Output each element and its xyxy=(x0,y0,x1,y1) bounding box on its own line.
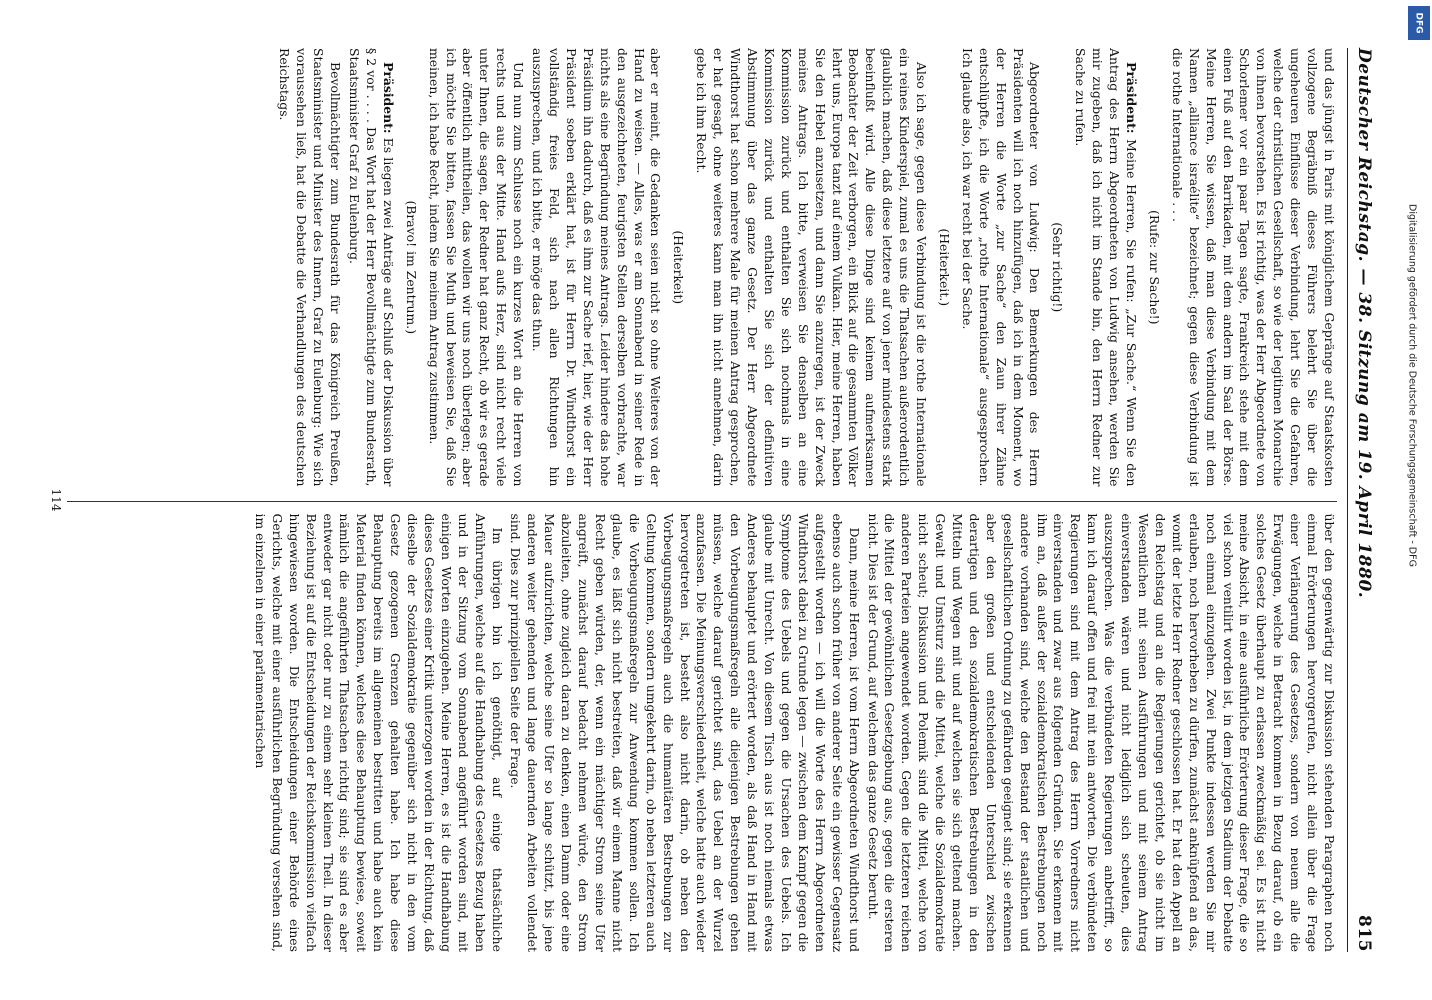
paragraph-text: Meine Herren, Sie rufen: „Zur Sache.“ Wenn Sie den Antrag des Herrn Abgeordneten von Ludwig ansehen, werden Sie mir zugeben, daß ich nicht im Stande bin, den Herrn Redner zur Sache zu rufen. xyxy=(1073,48,1140,487)
paragraph-text: (Heiterkeit) xyxy=(671,230,687,305)
sheet-number: 114 xyxy=(49,488,63,512)
page-number: 815 xyxy=(1354,915,1374,952)
paragraph-text: Im übrigen bin ich genöthigt, auf einige thatsächliche Anführungen, welche auf die Handhabung des Gesetzes Bezug haben und in der Sitzung vom Sonnabend angeführt worden sind, mit einigen Worten einzugehen. Meine Herren, es ist die Handhabung dieses Gesetzes einer Kritik unterzogen worden in der Richtung, daß dieselbe der Sozialdemokratie gegenüber sich nicht in den vom Gesetz gezogenen Grenzen gehalten habe. Ich habe diese Behauptung bereits im allgemeinen bestritten und habe auch kein Material finden können, welches diese Behauptung bewiese, soweit nämlich die angeführten Thatsachen richtig sind; sie sind es aber entweder gar nicht oder nur zu einem sehr kleinen Theil. In dieser Beziehung ist auf die Entscheidungen der Reichskommission vielfach hingewiesen worden. Die Entscheidungen einer Behörde eines Gerichts, welche mit einer ausführlichen Begründung versehen sind, im einzelnen in einer parlamentarischen xyxy=(252,513,505,952)
paragraph xyxy=(402,48,419,487)
dfg-logo xyxy=(1408,6,1430,40)
paragraph xyxy=(528,48,663,487)
page-header xyxy=(1347,48,1374,952)
paragraph-text: über den gegenwärtig zur Diskussion stehenden Paragraphen noch einmal Erörterungen hervorgerufen, nicht allein über die Frage einer Verlängerung des Gesetzes, sondern von neuem alle die Erwägungen, welche in Betracht kommen in Bezug darauf, ob ein solches Gesetz überhaupt zu erlassen zweckmäßig sei. Es ist nicht meine Absicht, in eine ausführliche Erörterung dieser Frage, die so viel schon ventilirt worden ist, in dem jetzigen Stadium der Debatte noch einmal einzugehen. Zwei Punkte indessen werden Sie mir erlauben, noch hervorheben zu dürfen, zunächst anknüpfend an das, womit der letzte Herr Redner geschlossen hat. Er hat den Appell an den Reichstag und an die Regierungen gerichtet, ob sie nicht im Wesentlichen mit seinen Ausführungen und mit seinem Antrag einverstanden wären und nicht lediglich sich scheuten, dies auszusprechen. Was die verbündeten Regierungen anbetrifft, so kann ich darauf offen und frei mit nein antworten. Die verbündeten Regierungen sind mit dem Antrag des Herrn Vorredners nicht einverstanden und zwar aus folgenden Gründen. Sie erkennen mit ihm an, daß außer der sozialdemokratischen Bestrebungen noch andere vorhanden sind, welche den Bestand der staatlichen und gesellschaftlichen Ordnung zu gefährden geeignet sind; sie erkennen aber den großen und entscheidenden Unterschied zwischen derartigen und den sozialdemokratischen Bestrebungen in den Mitteln und Wegen mit und auf welchen sie sich geltend machen. Gewalt und Umsturz sind die Mittel, welche die Sozialdemokratie nicht scheut; Diskussion und Polemik sind die Mittel, welche von anderen Parteien angewendet worden. Gegen die letzteren reichen die Mittel der gewöhnlichen Gesetzgebung aus, gegen die ersteren nicht. Dies ist der Grund, auf welchem das ganze Gesetz beruht. xyxy=(865,513,1337,952)
paragraph xyxy=(1049,48,1066,487)
paragraph-text: Dann, meine Herren, ist vom Herrn Abgeordneten Windthorst und ebenso auch schon früher von anderer Seite ein gewisser Gegensatz aufgestellt worden — ich will die Worte des Herrn Abgeordneten Windthorst dabei zu Grunde legen — zwischen dem Kampf gegen die Symptome des Uebels und gegen die Ursachen des Uebels. Ich glaube mit Unrecht. Von diesem Tisch aus ist noch niemals etwas Anderes behauptet und erörtert worden, als daß Hand in Hand mit den Vorbeugungsmaßregeln alle diejenigen Bestrebungen gehen müssen, welche darauf gerichtet sind, das Uebel an der Wurzel anzufassen. Die Meinungsverschiedenheit, welche hatte auch wieder hervorgetreten ist, besteht also nicht darin, ob neben den Vorbeugungsmaßregeln auch die humanitären Bestrebungen zur Geltung kommen, sondern umgekehrt darin, ob neben letzteren auch die Vorbeugungsmaßregeln zur Anwendung kommen sollen. Ich glaube, es läßt sich nicht bestreiten, daß wir einem Manne nicht Recht geben würden, der, wenn ein mächtiger Strom seine Ufer angreift, zunächst darauf bedacht nehmen würde, den Strom abzuleiten, ohne zugleich daran zu denken, einen Damm oder eine Mauer aufzurichten, welche seine Ufer so lange schützt, bis jene anderen weiter gehenden und lange dauernden Arbeiten vollendet sind. Dies zur prinzipiellen Seite der Frage. xyxy=(508,513,862,952)
text-column-left xyxy=(67,48,1337,487)
dfg-sidebar xyxy=(1402,0,1432,1000)
paragraph-text: Es liegen zwei Anträge auf Schluß der Diskussion über § 2 vor . . . . Das Wort hat der Herr Bevollmächtigte zum Bundesrath, Staatsminister Graf zu Eulenburg. xyxy=(347,48,396,487)
paragraph xyxy=(935,48,952,487)
paragraph xyxy=(958,48,1043,487)
newspaper-page xyxy=(36,20,1396,980)
paragraph-text: (Rufe: zur Sache!) xyxy=(1146,210,1162,325)
paragraph-text: Also ich sage, gegen diese Verbindung ist die rothe Internationale ein reines Kinderspiel, zumal es uns die Thatsachen außerordentlich glaublich machen, daß diese letztere auf von jener mindestens stark beeinflußt wird. Alle diese Dinge sind keinem aufmerksamen Beobachter der Zeit verborgen, ein Blick auf die gesammten Völker lehrt uns, Europa tanzt auf einem Vulkan. Hier, meine Herren, haben Sie den Hebel anzusetzen, und dann Sie anzuregen, ist der Zweck meines Antrags. Ich bitte, verweisen Sie denselben an eine Kommission zurück und enthalten Sie sich nochmals in eine Kommission zurück und enthalten Sie sich der definitiven Abstimmung über das ganze Gesetz. Der Herr Abgeordnete Windthorst hat schon mehrere Male für meinen Antrag gesprochen, er hat gesagt, ohne weiteres kann man ihn nicht annehmen, darin gebe ich ihm Recht. xyxy=(694,48,930,487)
paragraph-text: (Bravo! im Zentrum.) xyxy=(403,200,419,335)
text-columns xyxy=(67,48,1337,952)
digitization-notice: Digitalisierung gefördert durch die Deutsche Forschungsgemeinschaft - DFG xyxy=(1406,204,1418,567)
text-column-right xyxy=(67,501,1337,953)
paragraph xyxy=(692,48,929,487)
paragraph xyxy=(1145,48,1162,487)
paragraph-text: aber er meint, die Gedanken seien nicht so ohne Weiteres von der Hand zu weisen. — Alles, was er am Sonnabend in seiner Rede in den ausgezeichneten, feurigsten Stellen derselben vorbrachte, war nichts als eine Begründung meines Antrags. Leider hindere das hohe Präsidium ihn dadurch, daß es ihm zur Sache rief, hier, wie der Herr Präsident soeben erklärt hat, ist für Herrn Dr. Windthorst ein vollständig freies Feld, sich nach allen Richtungen hin auszusprechen, und ich bitte, er möge das thun. xyxy=(530,48,664,487)
paragraph-text: und das jüngst in Paris mit königlichem Gepränge auf Staatskosten vollzogene Begräbniß dieses Führers belehrt Sie über die ungeheuren Einflüsse dieser Verbindung, lehrt Sie die Gefahren, welche der christlichen Gesellschaft, so wie der legitimen Monarchie von ihnen bevorstehen. Es ist richtig, was der Herr Abgeordnete von Schorlemer vor ein paar Tagen sagte, Frankreich stehe mit dem einen Fuß auf den Barrikaden, mit dem andern im Saal der Börse. Meine Herren, Sie wissen, daß man diese Verbindung mit dem Namen „alliance israélite“ bezeichnet; gegen diese Verbindung ist die rothe Internationale . . . xyxy=(1169,48,1337,487)
paragraph-text: (Heiterkeit.) xyxy=(936,228,952,307)
paragraph xyxy=(425,48,526,487)
speaker-label: Präsident: xyxy=(1124,62,1140,134)
paragraph xyxy=(1071,48,1139,487)
paragraph xyxy=(669,48,686,487)
paragraph-text: Abgeordneter von Ludwig: Den Bemerkungen des Herrn Präsidenten will ich noch hinzufügen, daß ich in dem Moment, wo der Herren die Worte „zur Sache“ den Zaun ihrer Zähne entschlüpfte, ich die Worte „rothe Internationale“ ausgesprochen. Ich glaube also, ich war recht bei der Sache. xyxy=(959,48,1043,487)
paragraph-text: (Sehr richtig!) xyxy=(1050,222,1066,313)
paragraph-text: Und nun zum Schlusse noch ein kurzes Wort an die Herren von rechts und aus der Mitte. Hand aufs Herz, sind nicht recht viele unter Ihnen, die sagen, der Redner hat ganz Recht, ob wir es gerade aber öffentlich mittheilen, das wollen wir uns noch überlegen; aber ich möchte Sie bitten, fassen Sie Muth und beweisen Sie, daß Sie meinen, ich habe Recht, indem Sie meinem Antrag zustimmen. xyxy=(426,48,527,487)
paragraph xyxy=(1168,48,1337,487)
paragraph xyxy=(276,48,344,487)
paragraph xyxy=(507,514,862,953)
paragraph-text: Bevollmächtigter zum Bundesrath für das Königreich Preußen, Staatsminister und Minister des Innern, Graf zu Eulenburg: Wie sich voraussehen ließ, hat die Debatte die Verhandlungen des deutschen Reichstags. xyxy=(277,48,344,487)
dfg-logo-text: DFG xyxy=(1413,12,1424,34)
paragraph xyxy=(864,514,1337,953)
page-header-title: Deutscher Reichstag. — 38. Sitzung am 19. April 1880. xyxy=(1354,48,1374,599)
speaker-label: Präsident: xyxy=(380,62,396,134)
paragraph xyxy=(251,514,505,953)
paragraph xyxy=(345,48,396,487)
